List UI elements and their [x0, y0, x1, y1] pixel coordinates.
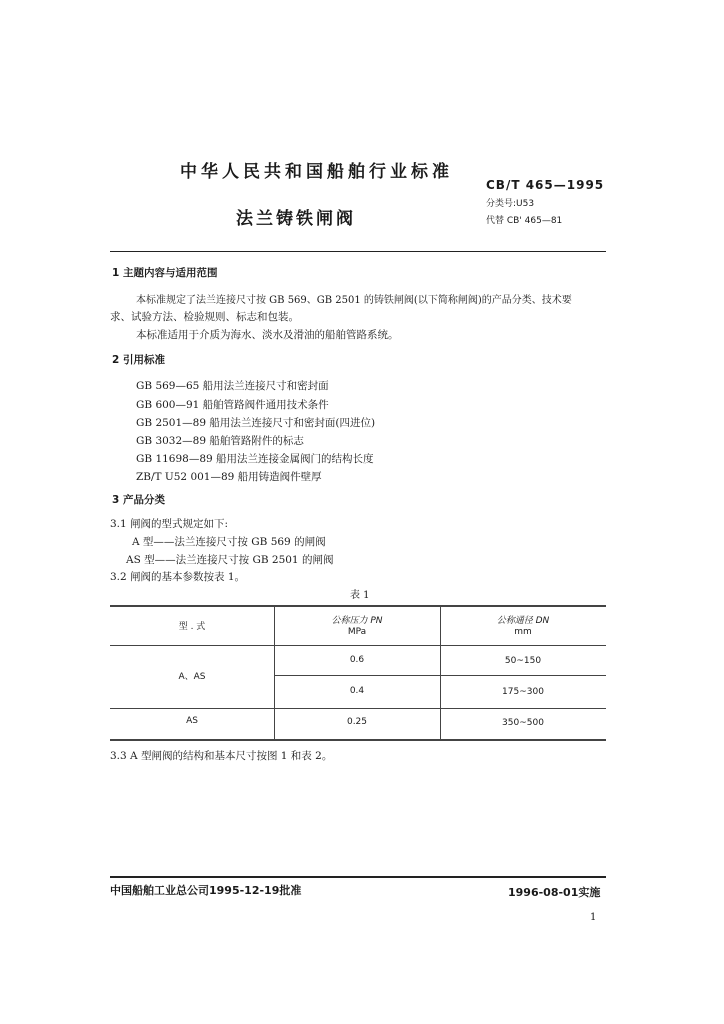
- reference-item: GB 600—91 船舶管路阀件通用技术条件: [136, 399, 329, 411]
- section-2-heading: 2 引用标准: [112, 354, 165, 366]
- section-3-3: 3.3 A 型闸阀的结构和基本尺寸按图 1 和表 2。: [110, 750, 333, 762]
- table-row-rule: [110, 708, 606, 709]
- reference-item: ZB/T U52 001—89 船用铸造阀件壁厚: [136, 471, 322, 483]
- table-bottom-rule: [110, 739, 606, 741]
- approval-date: 中国船舶工业总公司1995-12-19批准: [110, 884, 302, 897]
- table-cell-dn: 175~300: [502, 687, 544, 697]
- reference-item: GB 2501—89 船用法兰连接尺寸和密封面(四进位): [136, 417, 376, 429]
- effective-date: 1996-08-01实施: [508, 886, 601, 899]
- section-1-para-2: 本标准适用于介质为海水、淡水及滑油的船舶管路系统。: [136, 329, 399, 341]
- section-3-2: 3.2 闸阀的基本参数按表 1。: [110, 571, 246, 583]
- table-top-rule: [110, 605, 606, 607]
- type-as-definition: AS 型——法兰连接尺寸按 GB 2501 的闸阀: [126, 554, 334, 566]
- table-header-type: 型 . 式: [178, 622, 206, 632]
- table-cell-type: AS: [186, 716, 198, 726]
- table-cell-dn: 50~150: [504, 656, 542, 666]
- reference-item: GB 569—65 船用法兰连接尺寸和密封面: [136, 380, 329, 392]
- parameter-table: [110, 605, 606, 740]
- document-title: 法兰铸铁闸阀: [236, 209, 356, 229]
- table-header-pressure-unit: MPa: [347, 627, 367, 637]
- table-header-pressure: 公称压力 PN: [331, 616, 383, 626]
- section-1-para-1a: 本标准规定了法兰连接尺寸按 GB 569、GB 2501 的铸铁闸阀(以下简称闸阀)的产品分类、技术要: [136, 295, 572, 306]
- standard-header-title: 中华人民共和国船舶行业标准: [180, 162, 453, 182]
- table-cell-pn: 0.6: [349, 655, 365, 665]
- table-cell-pn: 0.25: [346, 717, 368, 727]
- reference-item: GB 3032—89 船舶管路附件的标志: [136, 435, 304, 447]
- table-header-diameter-unit: mm: [514, 627, 532, 637]
- section-3-1: 3.1 闸阀的型式规定如下:: [110, 518, 229, 530]
- table-cell-pn: 0.4: [349, 686, 365, 696]
- table-header-rule: [110, 645, 606, 646]
- header-rule: [110, 251, 606, 252]
- table-cell-type: A、AS: [178, 672, 206, 682]
- type-a-definition: A 型——法兰连接尺寸按 GB 569 的闸阀: [132, 536, 326, 548]
- reference-item: GB 11698—89 船用法兰连接金属阀门的结构长度: [136, 453, 374, 465]
- section-1-para-1b: 求、试验方法、检验规则、标志和包装。: [110, 311, 299, 323]
- section-3-heading: 3 产品分类: [112, 494, 165, 506]
- table-cell-dn: 350~500: [502, 718, 544, 728]
- replaces-standard: 代替 CB' 465—81: [486, 216, 563, 226]
- section-1-heading: 1 主题内容与适用范围: [112, 267, 218, 279]
- table-header-diameter: 公称通径 DN: [496, 616, 550, 626]
- footer-rule: [110, 876, 606, 878]
- standard-number: CB/T 465—1995: [486, 178, 605, 192]
- classification-number: 分类号:U53: [486, 199, 535, 209]
- table-caption: 表 1: [350, 590, 370, 601]
- page-number: 1: [590, 912, 597, 923]
